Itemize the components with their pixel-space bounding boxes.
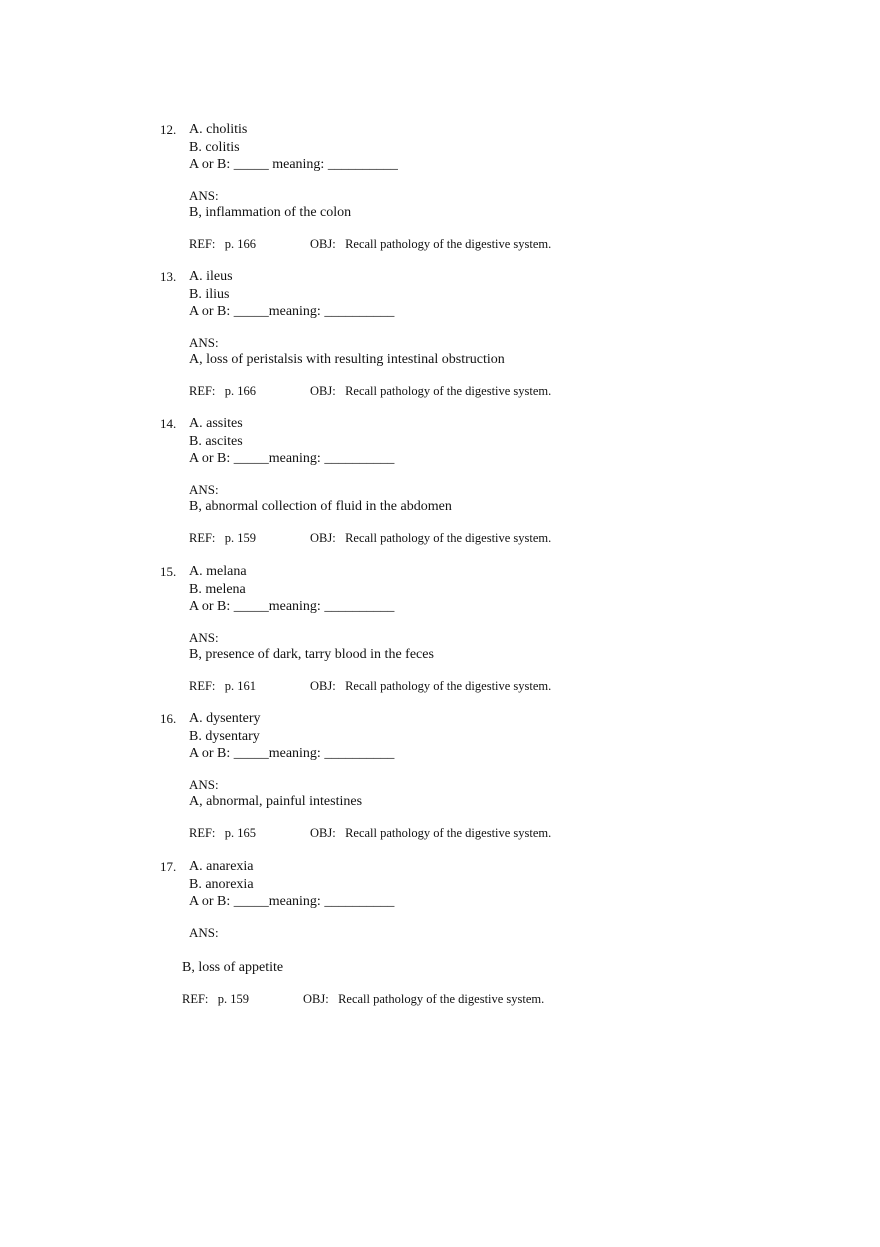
- answer-label: ANS:: [189, 776, 219, 792]
- objective: OBJ: Recall pathology of the digestive system.: [310, 383, 552, 398]
- objective: OBJ: Recall pathology of the digestive system.: [310, 825, 552, 840]
- question-number: 17.: [160, 859, 177, 874]
- option-a: A. anarexia: [189, 859, 254, 874]
- option-a: A. assites: [189, 416, 243, 431]
- question-prompt: A or B: _____meaning: __________: [189, 746, 395, 761]
- question-prompt: A or B: _____meaning: __________: [189, 599, 395, 614]
- option-b: B. dysentary: [189, 728, 260, 744]
- answer-text: B, loss of appetite: [182, 960, 284, 975]
- answer-text: B, abnormal collection of fluid in the abdomen: [189, 498, 452, 514]
- option-a: A. cholitis: [189, 122, 248, 137]
- reference-page: REF: p. 161: [189, 678, 257, 693]
- option-a: A. ileus: [189, 269, 233, 284]
- answer-label: ANS:: [189, 334, 219, 350]
- reference-row: [182, 991, 742, 1007]
- reference-row: [189, 383, 709, 399]
- question-number: 12.: [160, 122, 177, 137]
- reference-page: REF: p. 165: [189, 825, 257, 840]
- objective: OBJ: Recall pathology of the digestive system.: [310, 678, 552, 693]
- question-prompt: A or B: _____ meaning: __________: [189, 157, 398, 172]
- objective: OBJ: Recall pathology of the digestive system.: [310, 236, 552, 251]
- option-b: B. ilius: [189, 286, 230, 302]
- question-body: [189, 858, 709, 941]
- answer-label: ANS:: [189, 924, 219, 940]
- answer-label: ANS:: [189, 629, 219, 645]
- answer-text: B, inflammation of the colon: [189, 204, 352, 220]
- answer-label: ANS:: [189, 187, 219, 203]
- question-body: [189, 268, 709, 399]
- question-17-answer-block: [182, 959, 742, 1007]
- option-b: B. melena: [189, 581, 246, 597]
- answer-text: A, abnormal, painful intestines: [189, 793, 363, 809]
- objective: OBJ: Recall pathology of the digestive system.: [310, 530, 552, 545]
- question-body: [189, 121, 709, 252]
- reference-row: [189, 825, 709, 841]
- reference-page: REF: p. 166: [189, 383, 257, 398]
- question-number: 14.: [160, 416, 177, 431]
- question-body: [189, 415, 709, 546]
- reference-row: [189, 236, 709, 252]
- option-b: B. ascites: [189, 433, 243, 449]
- question-prompt: A or B: _____meaning: __________: [189, 894, 395, 909]
- reference-page: REF: p. 159: [189, 530, 257, 545]
- option-b: B. anorexia: [189, 876, 254, 892]
- reference-page: REF: p. 166: [189, 236, 257, 251]
- answer-text: A, loss of peristalsis with resulting intestinal obstruction: [189, 351, 505, 367]
- reference-row: [189, 678, 709, 694]
- question-body: [189, 710, 709, 841]
- question-number: 16.: [160, 711, 177, 726]
- reference-page: REF: p. 159: [182, 992, 250, 1006]
- question-number: 15.: [160, 564, 177, 579]
- option-b: B. colitis: [189, 139, 240, 155]
- answer-text: B, presence of dark, tarry blood in the feces: [189, 646, 434, 662]
- answer-label: ANS:: [189, 481, 219, 497]
- question-number: 13.: [160, 269, 177, 284]
- reference-row: [189, 530, 709, 546]
- question-prompt: A or B: _____meaning: __________: [189, 451, 395, 466]
- option-a: A. dysentery: [189, 711, 261, 726]
- objective: OBJ: Recall pathology of the digestive system.: [303, 992, 545, 1006]
- question-body: [189, 563, 709, 694]
- option-a: A. melana: [189, 564, 247, 579]
- question-prompt: A or B: _____meaning: __________: [189, 304, 395, 319]
